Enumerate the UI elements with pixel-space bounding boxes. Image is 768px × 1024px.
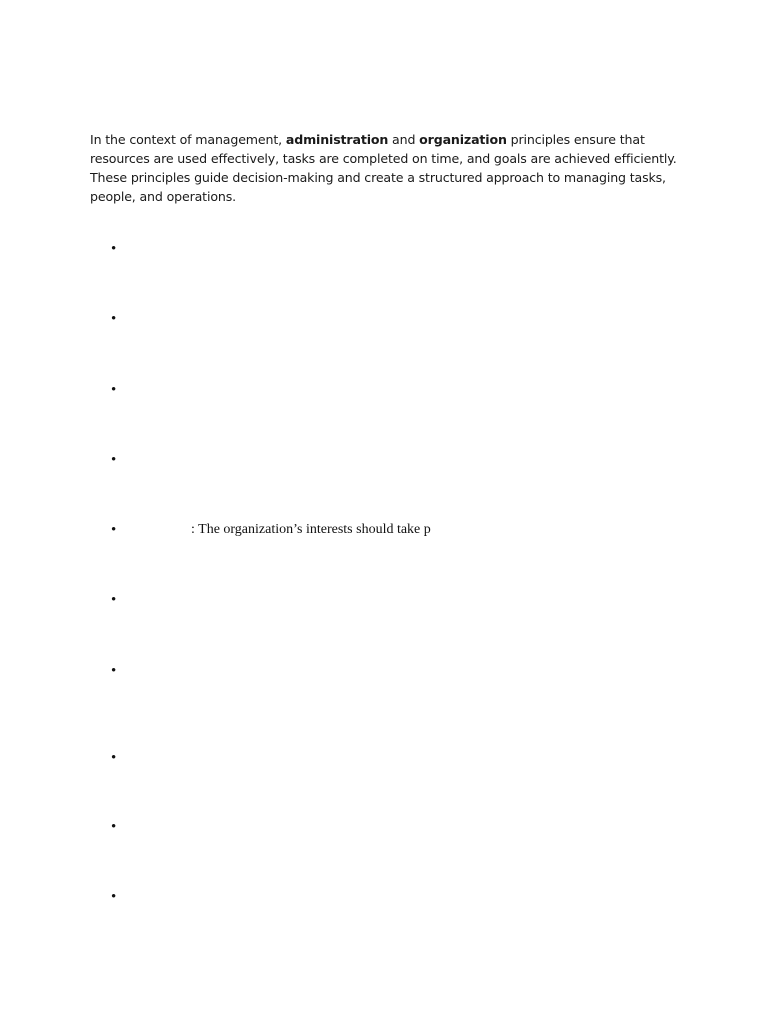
bold-term-organization: organization [419,132,507,147]
bullet-icon: • [111,819,117,835]
bullet-icon: • [111,241,117,257]
bullet-icon: • [111,452,117,468]
bullet-icon: • [111,750,117,766]
bullet-icon: • [111,889,117,905]
list-item [111,309,191,329]
list-item [111,817,191,837]
list-item [111,590,191,610]
list-item [111,887,191,907]
list-item [111,450,191,470]
list-item [111,748,191,768]
intro-text: In the context of management, [90,132,286,147]
list-item [111,661,191,681]
list-item-text: : The organization’s interests should take p [191,522,431,537]
bullet-icon: • [111,311,117,327]
bullet-icon: • [111,382,117,398]
intro-paragraph [90,130,680,206]
bullet-icon: • [111,592,117,608]
bullet-icon: • [111,522,117,538]
bold-term-administration: administration [285,132,389,147]
list-item [111,520,431,540]
intro-text: and [388,132,420,147]
list-item [111,380,191,400]
bullet-icon: • [111,663,117,679]
list-item [111,239,191,259]
intro-text: principles ensure that resources are used effectively, tasks are completed on time, and goals are achieved efficiently. These principles guide decision-making and create a structured approach to managing tasks, people, and operations. [90,132,677,204]
